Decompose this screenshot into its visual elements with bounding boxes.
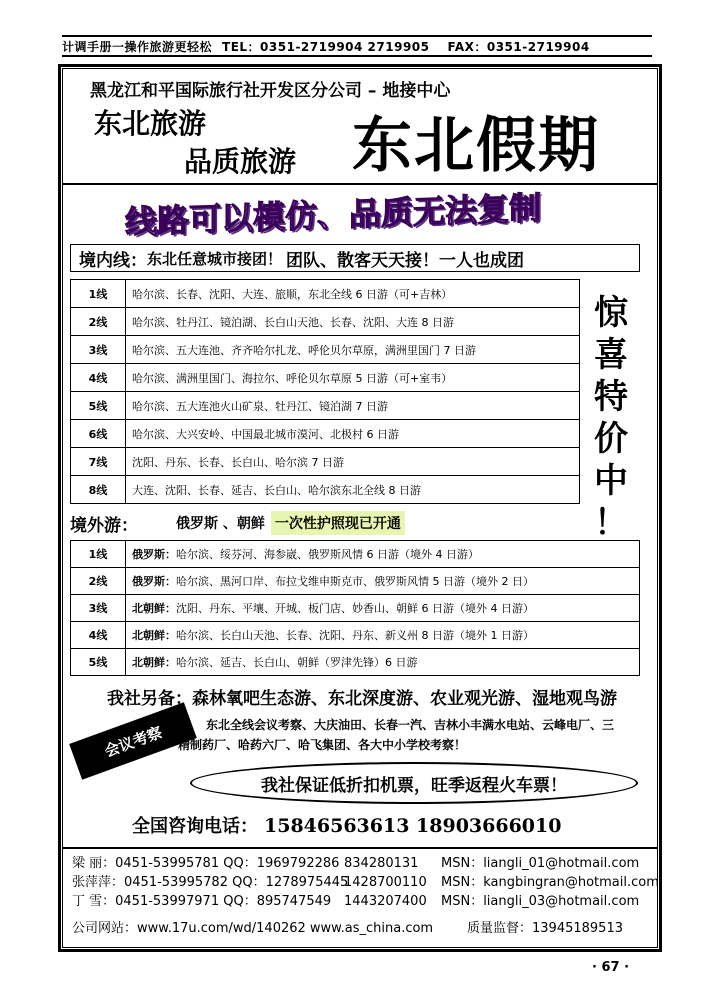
table-row — [71, 541, 640, 568]
route-description: 哈尔滨、长春、沈阳、大连、旅顺，东北全线 6 日游（可+吉林） — [126, 280, 580, 308]
quality-supervision: 质量监督：13945189513 — [467, 921, 623, 936]
contact-row — [72, 854, 659, 873]
vertical-char: 价 — [594, 419, 628, 459]
vertical-char: 喜 — [594, 335, 628, 375]
page-number: · 67 · — [592, 960, 630, 975]
contact-phone: 0451-53995781 — [115, 856, 220, 871]
header-bar — [62, 35, 652, 57]
vertical-char: 中 — [594, 461, 628, 501]
contact-row — [72, 892, 659, 911]
route-itinerary: 哈尔滨、长白山天池、长春、沈阳、丹东、新义州 8 日游（境外 1 日游） — [176, 629, 534, 642]
guarantee-oval: 我社保证低折扣机票，旺季返程火车票！ — [190, 762, 638, 804]
route-number: 2线 — [71, 308, 126, 336]
route-description: 哈尔滨、牡丹江、镜泊湖、长白山天池、长春、沈阳、大连 8 日游 — [126, 308, 580, 336]
route-description — [126, 568, 640, 595]
contact-qq2: 1443207400 — [344, 894, 427, 909]
route-description — [126, 595, 640, 622]
route-description — [126, 622, 640, 649]
inspection-line-1: 东北全线会议考察、大庆油田、长春一汽、吉林小丰满水电站、云峰电厂、三 — [206, 718, 615, 732]
contact-qq: QQ：1969792286 — [223, 856, 340, 871]
contact-name-phone — [72, 892, 344, 911]
route-country: 俄罗斯： — [132, 575, 176, 588]
route-country: 北朝鲜： — [132, 656, 176, 669]
vertical-char: ！ — [594, 503, 628, 543]
conference-banner: 会议考察 — [69, 702, 197, 779]
slogan-northeast-travel: 东北旅游 — [94, 107, 207, 140]
route-description: 哈尔滨、五大连池、齐齐哈尔扎龙、呼伦贝尔草原，满洲里国门 7 日游 — [126, 336, 580, 364]
table-row — [71, 364, 580, 392]
route-itinerary: 哈尔滨、延吉、长白山、朝鲜（罗津先锋）6 日游 — [176, 656, 418, 669]
inspection-line-2: 精制药厂、哈药六厂、哈飞集团、各大中小学校考察！ — [178, 738, 467, 752]
route-number: 3线 — [71, 595, 126, 622]
domestic-label: 境内线： — [79, 250, 147, 271]
hotline — [132, 812, 561, 838]
table-row — [71, 595, 640, 622]
route-number: 5线 — [71, 649, 126, 676]
contact-phone: 0451-53995782 — [124, 875, 228, 890]
contact-qq: QQ：895747549 — [223, 894, 332, 909]
route-description — [126, 541, 640, 568]
route-description: 哈尔滨、满洲里国门、海拉尔、呼伦贝尔草原 5 日游（可+室韦） — [126, 364, 580, 392]
route-number: 8线 — [71, 476, 126, 504]
table-row — [71, 649, 640, 676]
contact-name-phone — [72, 854, 344, 873]
domestic-tagline: 团队、散客天天接！一人也成团 — [286, 250, 525, 271]
route-country: 北朝鲜： — [132, 629, 176, 642]
header-motto: 计调手册一操作旅游更轻松 — [62, 39, 213, 54]
contact-qq2: 1428700110 — [344, 875, 427, 890]
divider — [62, 847, 658, 849]
route-number: 2线 — [71, 568, 126, 595]
slogan-banner: 线路可以模仿、品质无法复制 — [125, 188, 542, 242]
international-routes-table — [70, 540, 640, 676]
table-row — [71, 476, 580, 504]
route-number: 1线 — [71, 280, 126, 308]
route-number: 5线 — [71, 392, 126, 420]
table-row — [71, 280, 580, 308]
route-itinerary: 哈尔滨、黑河口岸、布拉戈维申斯克市、俄罗斯风情 5 日游（境外 2 日） — [176, 575, 534, 588]
route-number: 7线 — [71, 448, 126, 476]
international-label: 境外游： — [70, 515, 138, 536]
vertical-char: 惊 — [594, 293, 628, 333]
route-description: 沈阳、丹东、长春、长白山、哈尔滨 7 日游 — [126, 448, 580, 476]
passport-notice: 一次性护照现已开通 — [271, 511, 405, 535]
contact-list — [72, 854, 659, 911]
header-tel: TEL：0351-2719904 2719905 — [222, 39, 430, 54]
table-row — [71, 420, 580, 448]
contact-msn: MSN：kangbingran@hotmail.com — [441, 875, 659, 890]
divider — [62, 183, 658, 185]
big-title: 东北假期 — [352, 111, 600, 181]
route-itinerary: 沈阳、丹东、平壤、开城、板门店、妙香山、朝鲜 6 日游（境外 4 日游） — [176, 602, 534, 615]
table-row — [71, 336, 580, 364]
route-number: 1线 — [71, 541, 126, 568]
contact-msn: MSN：liangli_01@hotmail.com — [441, 856, 640, 871]
route-description — [126, 649, 640, 676]
route-description: 大连、沈阳、长春、延吉、长白山、哈尔滨东北全线 8 日游 — [126, 476, 580, 504]
contact-name: 丁 雪： — [72, 894, 116, 909]
route-number: 4线 — [71, 364, 126, 392]
route-description: 哈尔滨、大兴安岭、中国最北城市漠河、北极村 6 日游 — [126, 420, 580, 448]
contact-qq2: 834280131 — [344, 856, 419, 871]
header-fax: FAX：0351-2719904 — [447, 39, 590, 54]
route-number: 6线 — [71, 420, 126, 448]
agency-name: 黑龙江和平国际旅行社开发区分公司 – 地接中心 — [90, 81, 451, 101]
hotline-numbers: 15846563613 18903666010 — [264, 815, 562, 837]
domestic-header — [70, 244, 640, 272]
international-header — [70, 510, 640, 536]
contact-row — [72, 873, 659, 892]
table-row — [71, 308, 580, 336]
contact-msn: MSN：liangli_03@hotmail.com — [441, 894, 640, 909]
hotline-label: 全国咨询电话： — [132, 816, 258, 837]
route-country: 俄罗斯： — [132, 548, 176, 561]
contact-name: 张萍萍： — [72, 875, 125, 890]
table-row — [71, 448, 580, 476]
company-website: 公司网站：www.17u.com/wd/140262 www.as_china.com — [72, 921, 434, 936]
slogan-quality-travel: 品质旅游 — [184, 145, 297, 178]
contact-phone: 0451-53997971 — [115, 894, 220, 909]
also-offer: 我社另备：森林氧吧生态游、东北深度游、农业观光游、湿地观鸟游 — [107, 689, 617, 709]
table-row — [71, 622, 640, 649]
surprise-price-text — [587, 292, 635, 544]
contact-name: 梁 丽： — [72, 856, 116, 871]
table-row — [71, 568, 640, 595]
route-number: 3线 — [71, 336, 126, 364]
route-description: 哈尔滨、五大连池火山矿泉、牡丹江、镜泊湖 7 日游 — [126, 392, 580, 420]
route-itinerary: 哈尔滨、绥芬河、海参崴、俄罗斯风情 6 日游（境外 4 日游） — [176, 548, 479, 561]
route-country: 北朝鲜： — [132, 602, 176, 615]
domestic-subtitle: 东北任意城市接团！ — [147, 249, 283, 268]
domestic-routes-table — [70, 279, 580, 504]
route-number: 4线 — [71, 622, 126, 649]
table-row — [71, 392, 580, 420]
international-countries: 俄罗斯 、朝鲜 — [176, 516, 265, 532]
contact-qq: QQ：1278975445 — [232, 875, 349, 890]
contact-name-phone — [72, 873, 349, 892]
vertical-char: 特 — [594, 377, 628, 417]
